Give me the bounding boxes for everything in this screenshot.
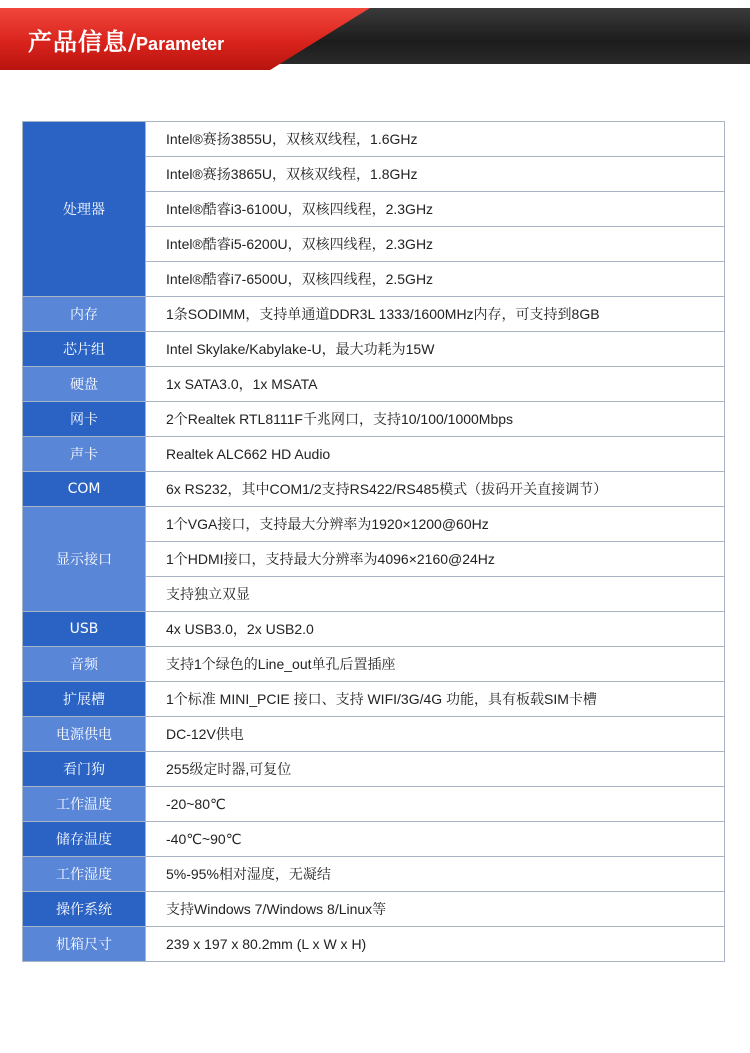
value-cpu-4: Intel®酷睿i5-6200U，双核四线程，2.3GHz: [146, 227, 725, 262]
value-chipset: Intel Skylake/Kabylake-U，最大功耗为15W: [146, 332, 725, 367]
table-row: [23, 297, 725, 332]
value-power: DC-12V供电: [146, 717, 725, 752]
value-cpu-2: Intel®赛扬3865U，双核双线程，1.8GHz: [146, 157, 725, 192]
table-row: [23, 122, 725, 157]
value-cpu-1: Intel®赛扬3855U，双核双线程，1.6GHz: [146, 122, 725, 157]
value-size: 239 x 197 x 80.2mm (L x W x H): [146, 927, 725, 962]
label-op-temp: 工作温度: [23, 787, 146, 822]
table-row: [23, 472, 725, 507]
value-cpu-5: Intel®酷睿i7-6500U，双核四线程，2.5GHz: [146, 262, 725, 297]
value-watchdog: 255级定时器,可复位: [146, 752, 725, 787]
table-row: [23, 507, 725, 542]
label-chipset: 芯片组: [23, 332, 146, 367]
label-expansion: 扩展槽: [23, 682, 146, 717]
value-display-1: 1个VGA接口，支持最大分辨率为1920×1200@60Hz: [146, 507, 725, 542]
label-display: 显示接口: [23, 507, 146, 612]
label-sound: 声卡: [23, 437, 146, 472]
label-os: 操作系统: [23, 892, 146, 927]
section-title-en: Parameter: [136, 34, 225, 54]
label-storage: 硬盘: [23, 367, 146, 402]
label-size: 机箱尺寸: [23, 927, 146, 962]
label-watchdog: 看门狗: [23, 752, 146, 787]
value-cpu-3: Intel®酷睿i3-6100U，双核四线程，2.3GHz: [146, 192, 725, 227]
label-usb: USB: [23, 612, 146, 647]
value-expansion: 1个标准 MINI_PCIE 接口、支持 WIFI/3G/4G 功能，具有板载SIM卡槽: [146, 682, 725, 717]
label-power: 电源供电: [23, 717, 146, 752]
value-os: 支持Windows 7/Windows 8/Linux等: [146, 892, 725, 927]
value-op-temp: -20~80℃: [146, 787, 725, 822]
parameter-table: [22, 121, 725, 962]
value-sound: Realtek ALC662 HD Audio: [146, 437, 725, 472]
table-row: [23, 927, 725, 962]
label-memory: 内存: [23, 297, 146, 332]
label-com: COM: [23, 472, 146, 507]
section-title-separator: /: [128, 31, 137, 56]
value-usb: 4x USB3.0，2x USB2.0: [146, 612, 725, 647]
section-title: [28, 22, 224, 57]
value-humidity: 5%-95%相对湿度，无凝结: [146, 857, 725, 892]
table-row: [23, 367, 725, 402]
label-st-temp: 储存温度: [23, 822, 146, 857]
table-row: [23, 332, 725, 367]
value-storage: 1x SATA3.0，1x MSATA: [146, 367, 725, 402]
table-row: [23, 857, 725, 892]
table-row: [23, 682, 725, 717]
table-row: [23, 647, 725, 682]
header-banner: [0, 0, 750, 70]
label-humidity: 工作湿度: [23, 857, 146, 892]
table-row: [23, 822, 725, 857]
value-st-temp: -40℃~90℃: [146, 822, 725, 857]
value-audio: 支持1个绿色的Line_out单孔后置插座: [146, 647, 725, 682]
value-memory: 1条SODIMM，支持单通道DDR3L 1333/1600MHz内存，可支持到8GB: [146, 297, 725, 332]
label-network: 网卡: [23, 402, 146, 437]
table-row: [23, 892, 725, 927]
section-title-cn: 产品信息: [28, 28, 128, 56]
value-display-2: 1个HDMI接口，支持最大分辨率为4096×2160@24Hz: [146, 542, 725, 577]
label-cpu: 处理器: [23, 122, 146, 297]
table-row: [23, 752, 725, 787]
table-row: [23, 787, 725, 822]
value-com: 6x RS232，其中COM1/2支持RS422/RS485模式（拔码开关直接调节）: [146, 472, 725, 507]
table-row: [23, 402, 725, 437]
table-row: [23, 612, 725, 647]
table-row: [23, 437, 725, 472]
value-network: 2个Realtek RTL8111F千兆网口，支持10/100/1000Mbps: [146, 402, 725, 437]
table-row: [23, 717, 725, 752]
value-display-3: 支持独立双显: [146, 577, 725, 612]
label-audio: 音频: [23, 647, 146, 682]
